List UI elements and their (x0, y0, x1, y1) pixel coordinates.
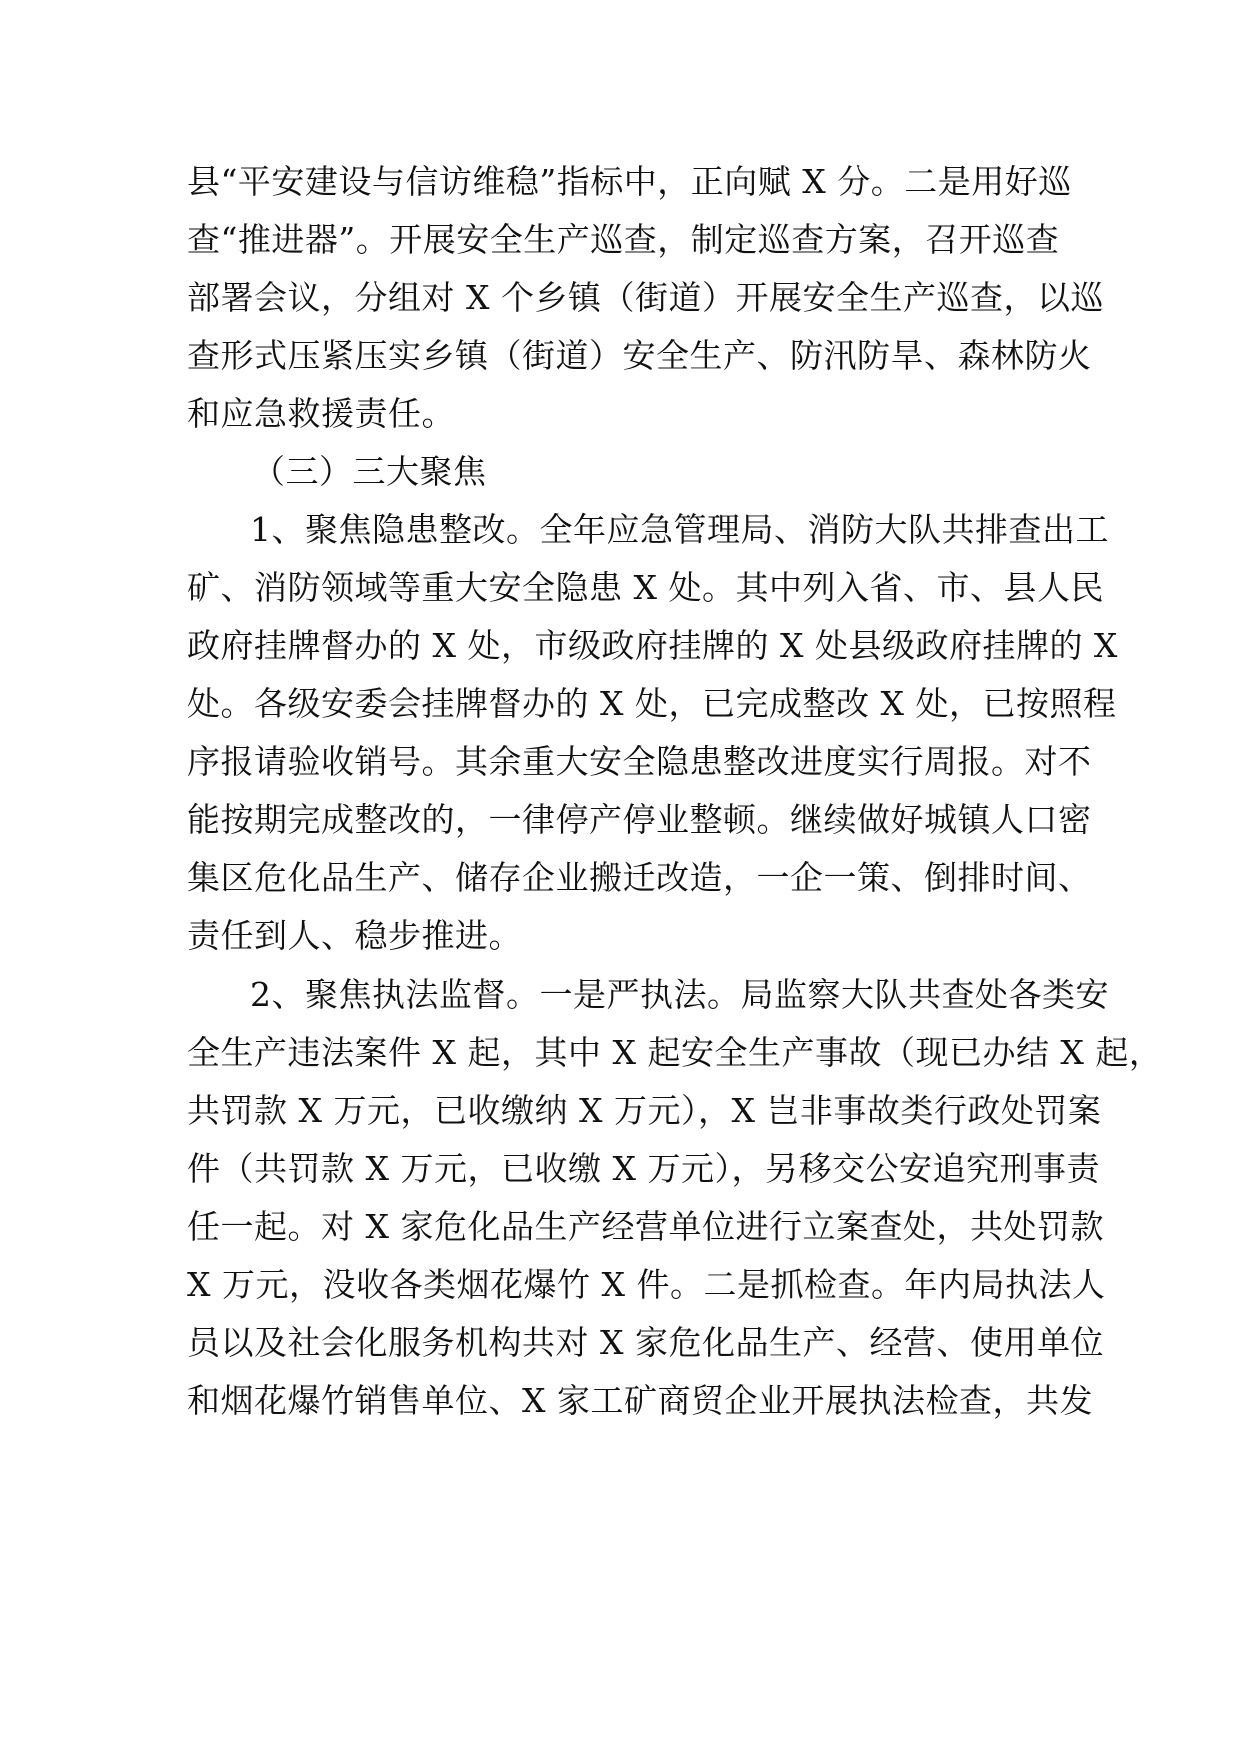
text-line: 任一起。对 X 家危化品生产经营单位进行立案查处，共处罚款 (187, 1207, 1104, 1246)
text-line: 共罚款 X 万元，已收缴纳 X 万元），X 岂非事故类行政处罚案 (187, 1091, 1102, 1130)
text-line: 序报请验收销号。其余重大安全隐患整改进度实行周报。对不 (187, 742, 1092, 781)
text-line: 政府挂牌督办的 X 处，市级政府挂牌的 X 处县级政府挂牌的 X (187, 626, 1118, 665)
text-line: 查形式压紧压实乡镇（街道）安全生产、防汛防旱、森林防火 (187, 336, 1092, 375)
text-line: X 万元，没收各类烟花爆竹 X 件。二是抓检查。年内局执法人 (187, 1265, 1106, 1304)
text-line: 件（共罚款 X 万元，已收缴 X 万元），另移交公安追究刑事责 (187, 1149, 1100, 1188)
section-heading: （三）三大聚焦 (252, 452, 487, 491)
text-line: 部署会议，分组对 X 个乡镇（街道）开展安全生产巡查，以巡 (187, 278, 1104, 317)
text-line: 2、聚焦执法监督。一是严执法。局监察大队共查处各类安 (250, 975, 1109, 1014)
text-line: 处。各级安委会挂牌督办的 X 处，已完成整改 X 处，已按照程 (187, 684, 1117, 723)
text-line: 集区危化品生产、储存企业搬迁改造，一企一策、倒排时间、 (187, 858, 1092, 897)
text-line: 责任到人、稳步推进。 (187, 916, 522, 955)
text-line: 查“推进器”。开展安全生产巡查，制定巡查方案，召开巡查 (187, 220, 1060, 259)
text-line: 全生产违法案件 X 起，其中 X 起安全生产事故（现已办结 X 起， (187, 1033, 1163, 1072)
text-line: 和烟花爆竹销售单位、X 家工矿商贸企业开展执法检查，共发 (187, 1381, 1093, 1420)
text-line: 员以及社会化服务机构共对 X 家危化品生产、经营、使用单位 (187, 1323, 1104, 1362)
text-line: 1、聚焦隐患整改。全年应急管理局、消防大队共排查出工 (250, 510, 1109, 549)
text-line: 和应急救援责任。 (187, 394, 455, 433)
text-line: 矿、消防领域等重大安全隐患 X 处。其中列入省、市、县人民 (187, 568, 1104, 607)
text-line: 能按期完成整改的，一律停产停业整顿。继续做好城镇人口密 (187, 800, 1092, 839)
text-line: 县“平安建设与信访维稳”指标中，正向赋 X 分。二是用好巡 (187, 162, 1072, 201)
